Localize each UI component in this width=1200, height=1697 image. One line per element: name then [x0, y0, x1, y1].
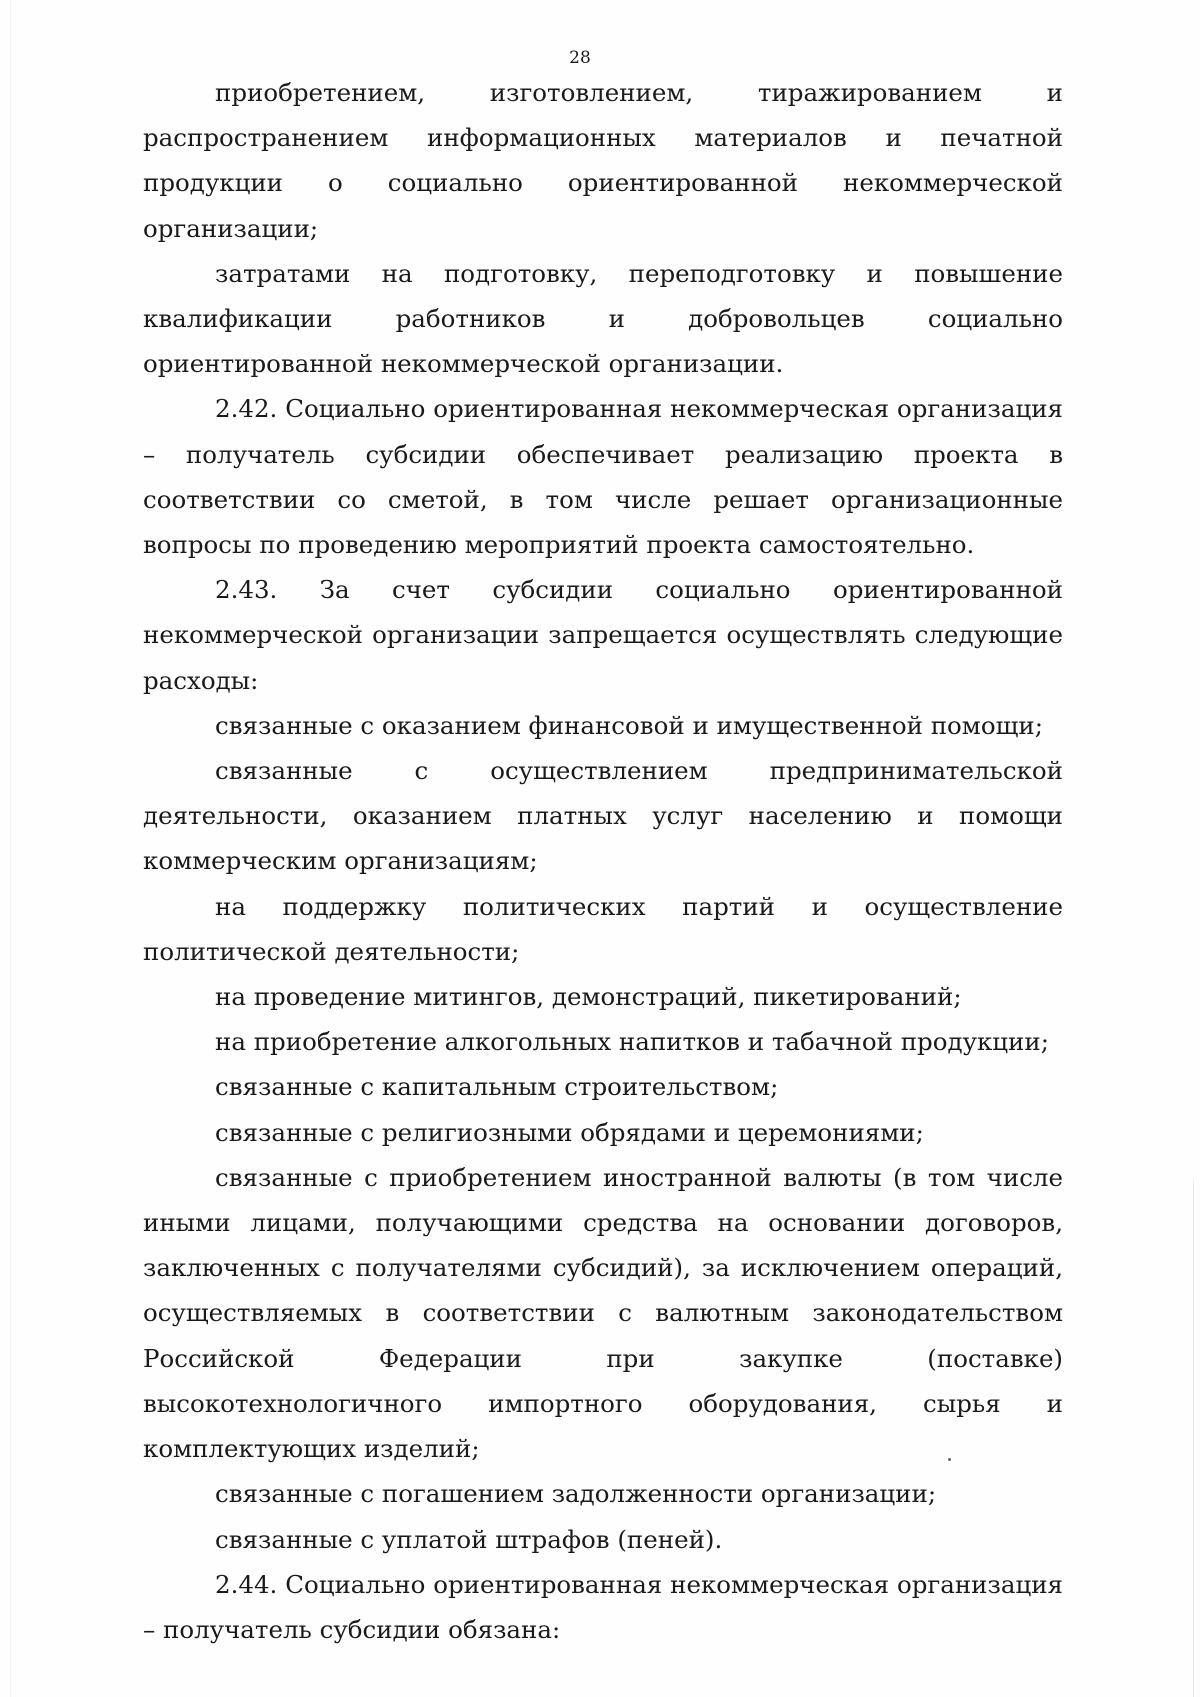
list-item: на приобретение алкогольных напитков и табачной продукции; — [215, 1027, 1049, 1057]
list-item: на проведение митингов, демонстраций, пикетирований; — [215, 982, 962, 1012]
body-text — [143, 70, 1063, 1652]
paragraph: приобретением, изготовлением, тиражированием и распространением информационных материалов и печатной продукции о социально ориентированной некоммерческой организации; — [143, 78, 1063, 243]
list-item: на поддержку политических партий и осуществление политической деятельности; — [143, 891, 1063, 966]
page-number: 28 — [569, 48, 591, 68]
paragraph: затратами на подготовку, переподготовку и повышение квалификации работников и добровольцев социально ориентированной некоммерческой организации. — [143, 258, 1063, 379]
paragraph: 2.44. Социально ориентированная некоммерческая организация – получатель субсидии обязана: — [143, 1569, 1063, 1644]
paragraph: 2.43. За счет субсидии социально ориентированной некоммерческой организации запрещается осуществлять следующие расходы: — [143, 575, 1063, 695]
scan-margin-line-left — [10, 0, 11, 1697]
list-item: связанные с приобретением иностранной валюты (в том числе иными лицами, получающими средства на основании договоров, заключенных с получателями субсидий), за исключением операций, осуществляемых в соответствии с валютным законодательством Российской Федерации при закупке (поставке) высокотехнологичного импортного оборудования, сырья и комплектующих изделий; — [143, 1162, 1063, 1464]
list-item: связанные с капитальным строительством; — [215, 1072, 779, 1102]
paragraph: 2.42. Социально ориентированная некоммерческая организация – получатель субсидии обеспечивает реализацию проекта в соответствии со сметой, в том числе решает организационные вопросы по проведению мероприятий проекта самостоятельно. — [143, 394, 1063, 560]
list-item: связанные с религиозными обрядами и церемониями; — [215, 1117, 924, 1147]
list-item: связанные с уплатой штрафов (пеней). — [215, 1524, 723, 1554]
list-item: связанные с погашением задолженности организации; — [215, 1479, 937, 1509]
list-item: связанные с осуществлением предпринимательской деятельности, оказанием платных услуг населению и помощи коммерческим организациям; — [143, 756, 1063, 876]
list-item: связанные с оказанием финансовой и имущественной помощи; — [215, 710, 1043, 740]
scan-margin-line-right — [1193, 1180, 1194, 1697]
